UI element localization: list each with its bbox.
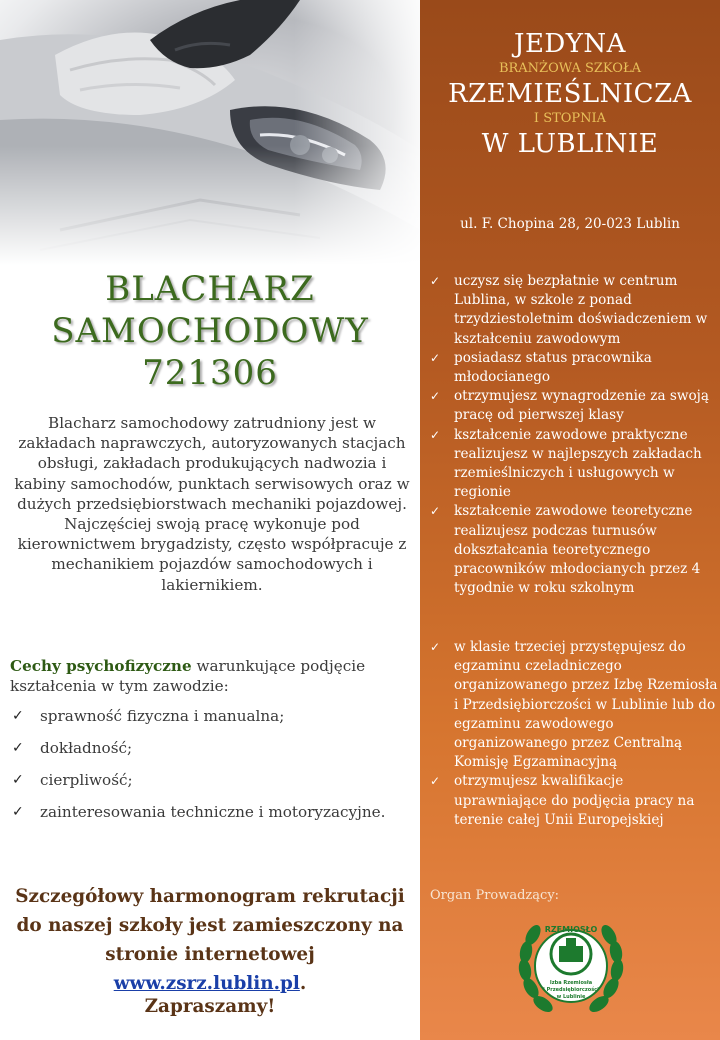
check-icon: ✓ bbox=[430, 389, 441, 404]
job-description: Blacharz samochodowy zatrudniony jest w zakładach naprawczych, autoryzowanych stacjach obsługi, zakładach produkujących nadwozia i kabiny samochodów, punktach serwisowych oraz w dużych przedsiębiorstwach mechaniki pojazdowej. Najczęściej swoją pracę wykonuje pod kierownictwem brygadzisty, często współpracuje z mechanikiem pojazdów samochodowych i lakiernikiem. bbox=[14, 414, 410, 594]
traits-intro-bold: Cechy psychofizyczne bbox=[10, 657, 192, 675]
check-icon: ✓ bbox=[430, 350, 441, 365]
logo-bottom-text-1: Izba Rzemiosła bbox=[549, 980, 593, 986]
benefit-item: ✓ w klasie trzeciej przystępujesz do egzaminu czeladniczego organizowanego przez Izbę Rzemiosła i Przedsiębiorczości w Lublinie lub do egzaminu zawodowego organizowanego przez Centralną Komisję Egzaminacyjną bbox=[430, 639, 718, 771]
benefits-list bbox=[430, 272, 718, 598]
invite-text: Zapraszamy! bbox=[144, 996, 276, 1017]
school-line5: W LUBLINIE bbox=[481, 129, 659, 159]
logo-top-text: RZEMIOSŁO bbox=[544, 925, 598, 934]
website-link[interactable]: www.zsrz.lublin.pl bbox=[113, 973, 300, 994]
trait-item: ✓ sprawność fizyczna i manualna; bbox=[12, 707, 285, 725]
job-code: 721306 bbox=[142, 353, 278, 393]
job-title bbox=[0, 268, 420, 394]
job-title-line2: SAMOCHODOWY bbox=[51, 311, 369, 351]
benefit-item: ✓ otrzymujesz kwalifikacje uprawniające do podjęcia pracy na terenie całej Unii Europejskiej bbox=[430, 773, 695, 828]
benefit-item: ✓ kształcenie zawodowe praktyczne realizujesz w najlepszych zakładach rzemieślniczych i usługowych w regionie bbox=[430, 426, 702, 501]
trait-item: ✓ zainteresowania techniczne i motoryzacyjne. bbox=[12, 803, 386, 821]
benefit-item: ✓ kształcenie zawodowe teoretyczne realizujesz podczas turnusów dokształcania teoretycznego pracowników młodocianych przez 4 tygodnie w roku szkolnym bbox=[430, 503, 701, 597]
traits-list bbox=[10, 706, 410, 822]
trait-item: ✓ cierpliwość; bbox=[12, 771, 133, 789]
benefit-item: ✓ posiadasz status pracownika młodocianego bbox=[430, 349, 652, 386]
check-icon: ✓ bbox=[430, 504, 441, 519]
check-icon: ✓ bbox=[12, 708, 24, 724]
check-icon: ✓ bbox=[430, 774, 441, 789]
job-title-line1: BLACHARZ bbox=[105, 269, 315, 309]
school-line1: JEDYNA bbox=[514, 29, 626, 59]
check-icon: ✓ bbox=[12, 804, 24, 820]
check-icon: ✓ bbox=[430, 640, 441, 654]
organ-label: Organ Prowadzący: bbox=[430, 888, 560, 903]
school-name bbox=[420, 28, 720, 160]
logo-bottom-text-2: i Przedsiębiorczości bbox=[543, 987, 599, 993]
check-icon: ✓ bbox=[430, 274, 441, 288]
benefit-item: ✓ otrzymujesz wynagrodzenie za swoją pracę od pierwszej klasy bbox=[430, 388, 709, 424]
benefit-item: ✓ uczysz się bezpłatnie w centrum Lublina, w szkole z ponad trzydziestoletnim doświadczeniem w kształceniu zawodowym bbox=[430, 273, 708, 347]
school-address: ul. F. Chopina 28, 20-023 Lublin bbox=[460, 216, 680, 232]
traits-intro-rest: warunkujące podjęcie kształcenia w tym zawodzie: bbox=[10, 657, 366, 695]
check-icon: ✓ bbox=[430, 427, 441, 442]
school-line4: I STOPNIA bbox=[533, 111, 607, 126]
right-column bbox=[420, 0, 720, 1040]
check-icon: ✓ bbox=[12, 740, 24, 756]
school-line2: BRANŻOWA SZKOŁA bbox=[498, 61, 642, 76]
schedule-info: Szczegółowy harmonogram rekrutacji do naszej szkoły jest zamieszczony na stronie internetowej www.zsrz.lublin.pl. bbox=[15, 886, 405, 994]
benefits-section-2 bbox=[430, 638, 718, 830]
traits-section bbox=[10, 656, 410, 834]
trait-item: ✓ dokładność; bbox=[12, 739, 133, 757]
benefits-section bbox=[430, 272, 718, 598]
rzemioslo-logo bbox=[511, 908, 631, 1028]
check-icon: ✓ bbox=[12, 772, 24, 788]
hero-car-image bbox=[0, 0, 420, 265]
school-line3: RZEMIEŚLNICZA bbox=[448, 79, 692, 109]
logo-bottom-text-3: w Lublinie bbox=[556, 994, 586, 1000]
benefits-list-2 bbox=[430, 638, 718, 830]
